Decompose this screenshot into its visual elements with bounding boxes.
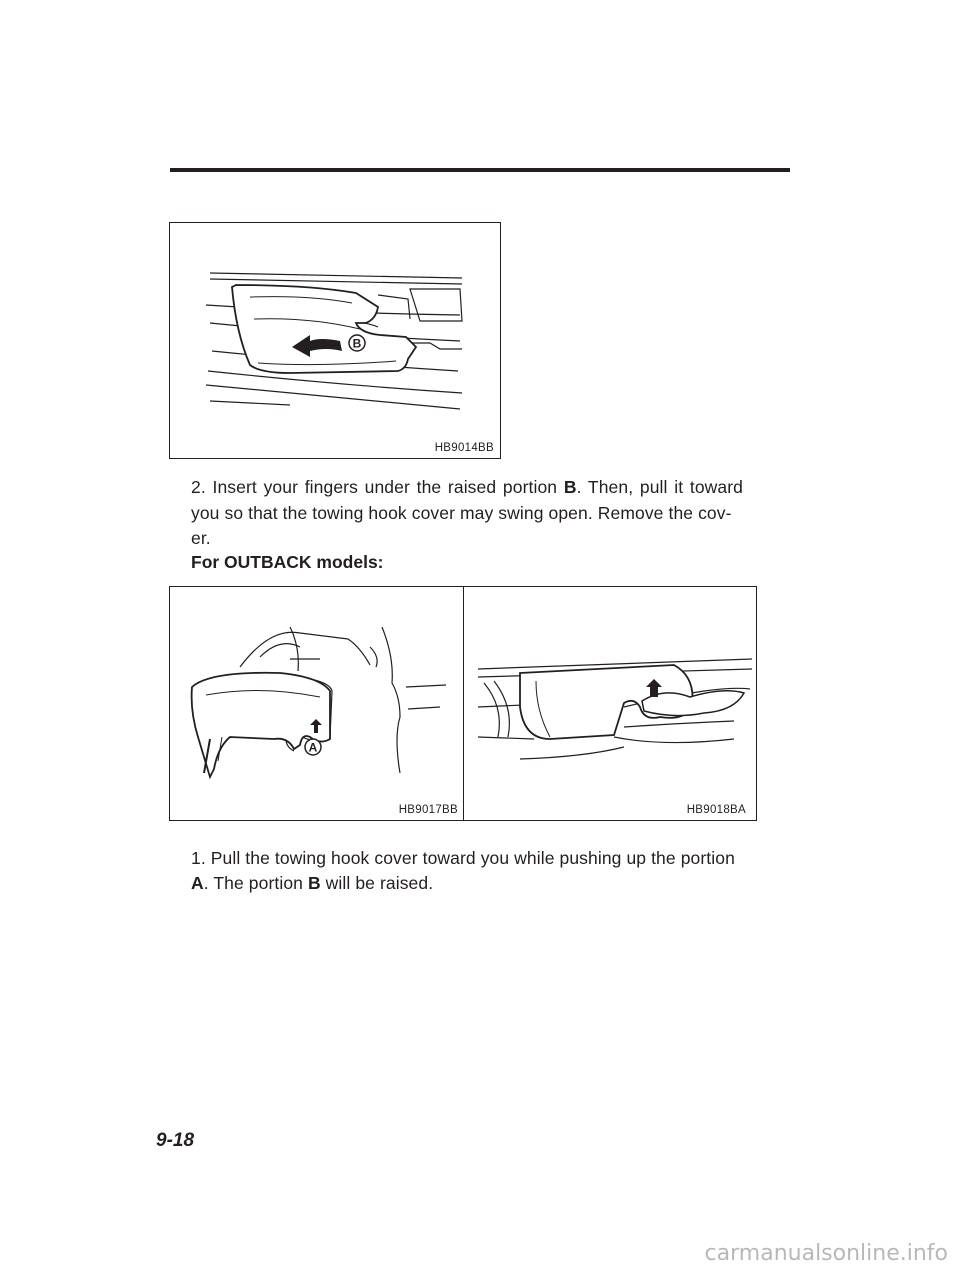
callout-a: A: [308, 740, 318, 755]
step-1-text: . The portion: [203, 873, 308, 893]
figure-hand-pulling-cover: [463, 586, 757, 821]
pull-cover-illustration: [464, 587, 758, 822]
towing-cover-illustration: [170, 223, 502, 460]
hand-illustration: [170, 587, 466, 822]
figure-code: HB9018BA: [686, 804, 746, 816]
step-2-paragraph: [191, 476, 743, 499]
figure-hand-pushing-a: [169, 586, 465, 821]
portion-a-label: A: [191, 873, 204, 893]
step-2-line-2: you so that the towing hook cover may swing open. Remove the cov-: [191, 503, 732, 523]
watermark: carmanualsonline.info: [704, 1241, 948, 1266]
figure-code: HB9014BB: [434, 442, 494, 454]
portion-b-label: B: [563, 477, 577, 497]
figure-towing-cover-b: [169, 222, 501, 459]
step-2-text: 2. Insert your fingers under the raised portion: [191, 477, 564, 497]
step-2-text-cont: . Then, pull it toward: [576, 477, 743, 497]
header-rule: [170, 168, 790, 172]
callout-b: B: [352, 336, 362, 351]
portion-b-label: B: [307, 873, 321, 893]
step-1-text-end: will be raised.: [320, 873, 434, 893]
page-number: 9-18: [156, 1130, 195, 1151]
step-2-line-3: er.: [191, 528, 211, 548]
step-1-line-1: 1. Pull the towing hook cover toward you while pushing up the portion: [191, 848, 735, 868]
outback-heading: For OUTBACK models:: [191, 552, 384, 572]
step-1-line-2: [191, 872, 433, 895]
figure-code: HB9017BB: [398, 804, 458, 816]
